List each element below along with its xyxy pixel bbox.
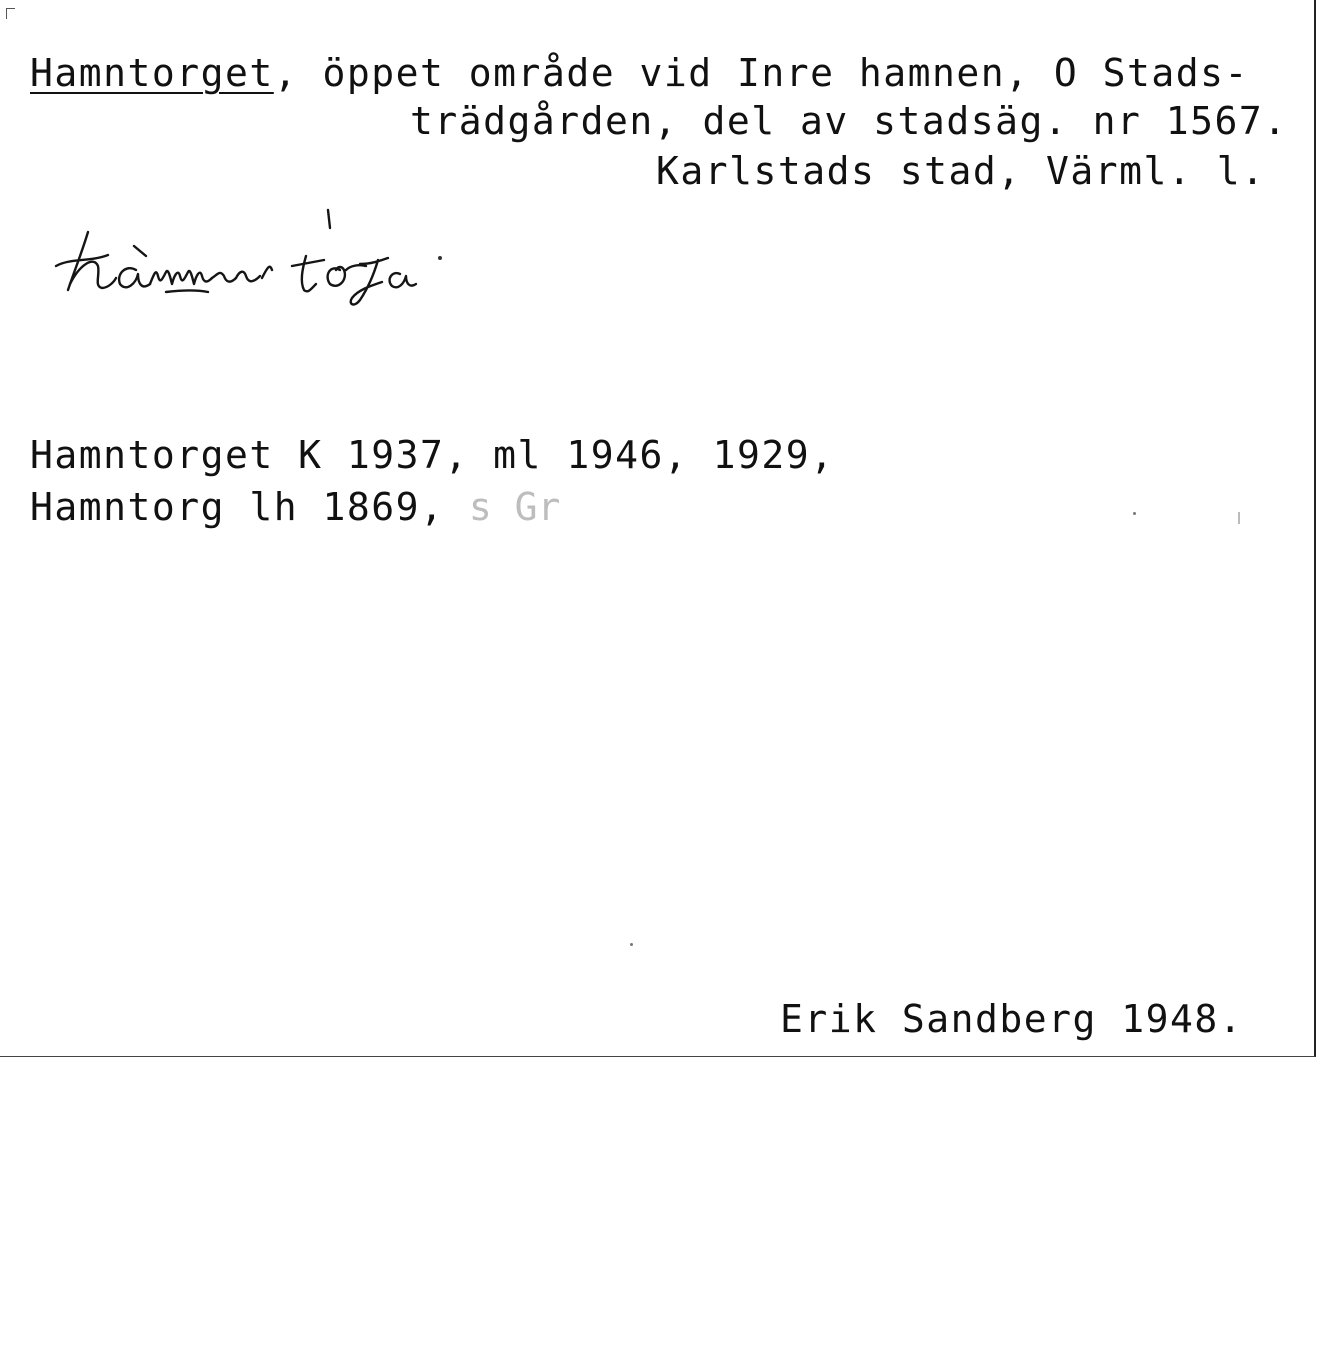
- faded-source-abbrev: s Gr: [468, 485, 561, 529]
- speck-mark: [630, 943, 633, 946]
- sources-line-2: [30, 485, 561, 529]
- header-line-3: Karlstads stad, Värml. l.: [656, 149, 1266, 193]
- place-name-title: Hamntorget: [30, 51, 274, 95]
- header-line-2: trädgården, del av stadsäg. nr 1567.: [410, 99, 1288, 143]
- handwritten-pronunciation: [48, 200, 588, 310]
- signature: Erik Sandberg 1948.: [780, 997, 1244, 1041]
- speck-mark: [1133, 512, 1136, 515]
- speck-mark: [1238, 512, 1240, 524]
- header-line-1: [30, 51, 1249, 95]
- header-line-1-text: , öppet område vid Inre hamnen, O Stads-: [273, 51, 1249, 95]
- sources-line-1: Hamntorget K 1937, ml 1946, 1929,: [30, 433, 835, 477]
- sources-line-2-text: Hamntorg lh 1869,: [30, 485, 445, 529]
- corner-mark: [6, 8, 15, 19]
